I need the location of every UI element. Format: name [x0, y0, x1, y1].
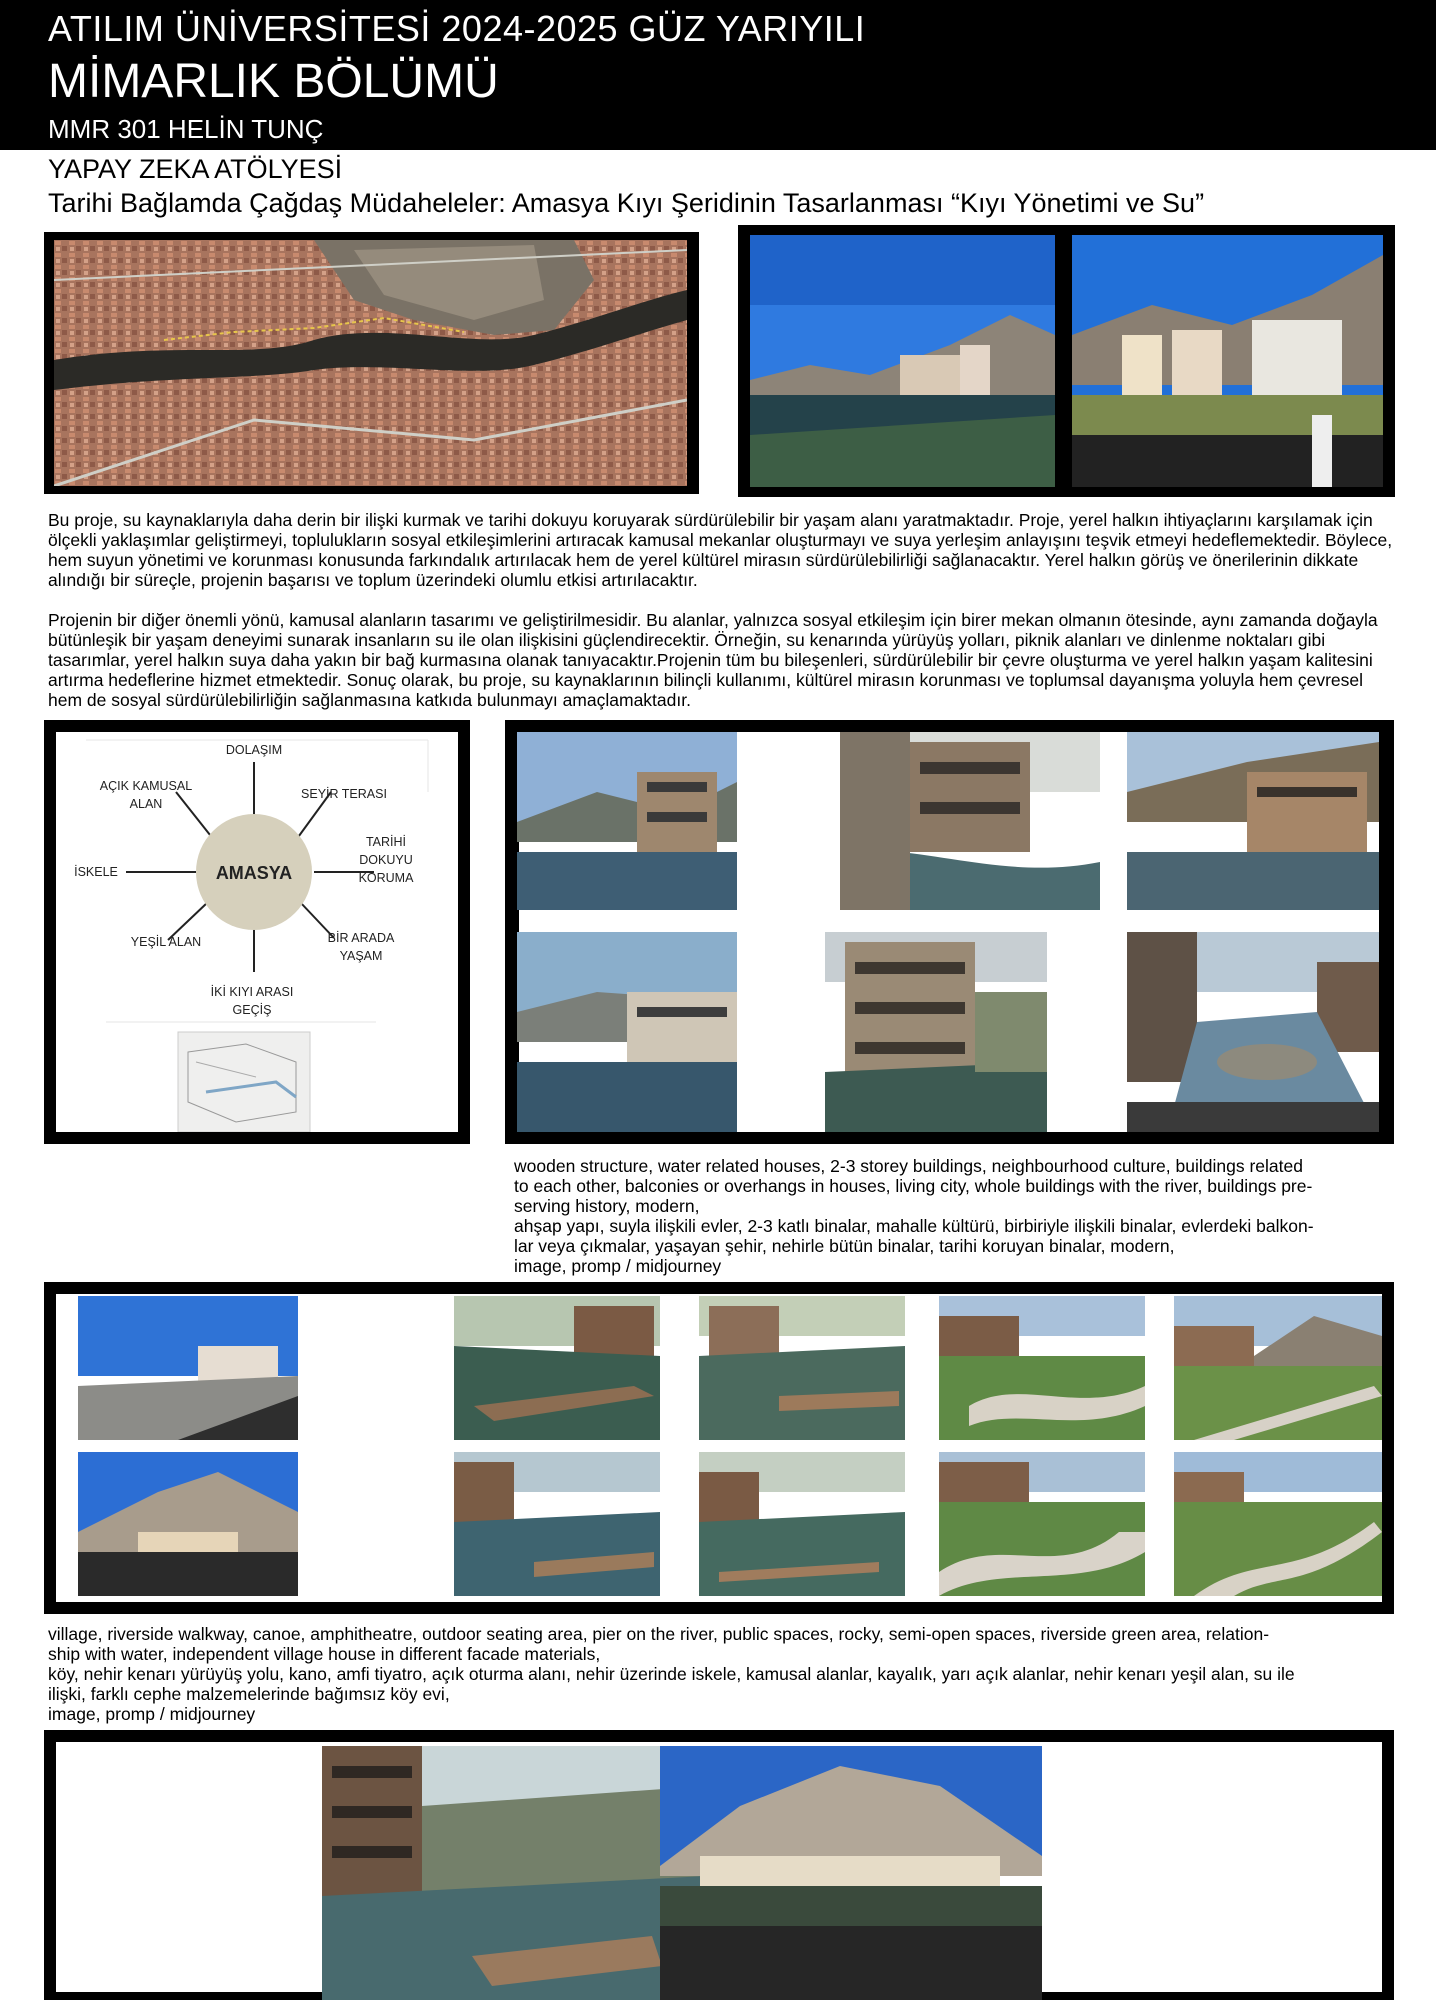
label-acik-kamusal-2: ALAN	[129, 797, 163, 811]
prompt2-line-1: village, riverside walkway, canoe, amphitheatre, outdoor seating area, pier on the river, public spaces, rocky, semi-open spaces, riverside green area, relation-	[48, 1624, 1270, 1644]
prompt1-line-4: ahşap yapı, suyla ilişkili evler, 2-3 katlı binalar, mahalle kültürü, birbiriyle ilişkili binalar, evlerdeki balkon-	[514, 1216, 1314, 1236]
project-subtitle: Tarihi Bağlamda Çağdaş Müdaheleler: Amasya Kıyı Şeridinin Tasarlanması “Kıyı Yönetimi ve Su”	[48, 188, 1205, 218]
intro-text	[48, 510, 1400, 710]
mindmap-panel	[56, 732, 458, 1132]
label-yesil-alan: YEŞİL ALAN	[130, 935, 202, 949]
intro-paragraph-2: Projenin bir diğer önemli yönü, kamusal alanların tasarımı ve geliştirilmesidir. Bu alanlar, yalnızca sosyal etkileşim için birer mekan olmanın ötesinde, aynı zamanda doğayla bütünleşik bir yaşam deneyimi sunarak insanların su ile olan ilişkisini güçlendirecektir. Örneğin, su kenarında yürüyüş yolları, piknik alanları ve dinlenme noktaları gibi tasarımlar, yerel halkın suya daha yakın bir bağ kurmasına olanak tanıyacaktır.Projenin tüm bu bileşenleri, sürdürülebilir bir çevre oluşturma ve yerel halkın yaşam kalitesini artırma hedeflerine hizmet etmektedir. Sonuç olarak, bu proje, su kaynaklarının bilinçli kullanımı, kültürel mirasın korunması ve toplumsal dayanışma yoluyla hem çevresel hem de sosyal sürdürülebilirliğin sağlanmasına katkıda bulunmayı amaçlamaktadır.	[48, 610, 1378, 710]
site-photo-bridge	[1072, 235, 1383, 487]
render-image	[939, 1452, 1145, 1596]
prompt2-line-2: ship with water, independent village house in different facade materials,	[48, 1644, 601, 1664]
map-frame	[44, 232, 699, 494]
final-frame	[44, 1730, 1394, 2000]
render-image	[517, 732, 737, 910]
site-photo-river	[750, 235, 1055, 487]
render-image	[939, 1296, 1145, 1440]
prompt1-line-1: wooden structure, water related houses, 2-3 storey buildings, neighbourhood culture, buildings related	[514, 1156, 1303, 1176]
course-author: MMR 301 HELİN TUNÇ	[48, 114, 324, 144]
label-iki-kiyi-2: GEÇİŞ	[232, 1003, 272, 1017]
label-seyir-terasi: SEYİR TERASI	[301, 787, 387, 801]
render-image	[825, 932, 1047, 1132]
label-bir-arada-1: BİR ARADA	[327, 931, 395, 945]
render-image	[699, 1452, 905, 1596]
site-photo-frame	[738, 225, 1395, 497]
label-tarihi-2: DOKUYU	[359, 853, 413, 867]
label-tarihi-3: KORUMA	[358, 871, 414, 885]
satellite-map	[54, 240, 687, 486]
site-photo-mountain	[78, 1452, 298, 1596]
prompt1-line-6: image, promp / midjourney	[514, 1256, 722, 1276]
prompt-text-2	[48, 1624, 1408, 1724]
render-image	[517, 932, 737, 1132]
sketch-image	[178, 1032, 310, 1132]
department-title: MİMARLIK BÖLÜMÜ	[48, 55, 499, 108]
render-image	[454, 1296, 660, 1440]
prompt1-line-5: lar veya çıkmalar, yaşayan şehir, nehirle bütün binalar, tarihi koruyan binalar, modern,	[514, 1236, 1175, 1256]
render-grid-1-frame	[505, 720, 1394, 1144]
label-dolasim: DOLAŞIM	[225, 743, 283, 757]
label-tarihi-1: TARİHİ	[365, 835, 407, 849]
mindmap-frame	[44, 720, 470, 1144]
label-iskele: İSKELE	[74, 865, 118, 879]
label-iki-kiyi-1: İKİ KIYI ARASI	[210, 985, 294, 999]
prompt2-line-4: ilişki, farklı cephe malzemelerinde bağımsız köy evi,	[48, 1684, 450, 1704]
render-image	[1174, 1452, 1382, 1596]
label-acik-kamusal-1: AÇIK KAMUSAL	[99, 779, 193, 793]
render-grid-2-frame	[44, 1282, 1394, 1614]
render-image	[1174, 1296, 1382, 1440]
render-image	[840, 732, 1100, 910]
workshop-title: YAPAY ZEKA ATÖLYESİ	[48, 154, 343, 184]
university-title: ATILIM ÜNİVERSİTESİ 2024-2025 GÜZ YARIYILI	[48, 8, 866, 49]
render-image	[1127, 932, 1379, 1132]
render-image	[454, 1452, 660, 1596]
prompt-text-1	[514, 1156, 1394, 1276]
site-photo-walkway	[78, 1296, 298, 1440]
prompt1-line-3: serving history, modern,	[514, 1196, 700, 1216]
mindmap-diagram	[56, 732, 458, 1132]
prompt1-line-2: to each other, balconies or overhangs in houses, living city, whole buildings with the river, buildings pre-	[514, 1176, 1313, 1196]
header-banner	[0, 0, 1436, 150]
final-photo	[660, 1746, 1042, 2000]
final-render	[322, 1746, 706, 2000]
prompt2-line-5: image, promp / midjourney	[48, 1704, 256, 1724]
prompt2-line-3: köy, nehir kenarı yürüyüş yolu, kano, amfi tiyatro, açık oturma alanı, nehir üzerinde iskele, kamusal alanlar, kayalık, yarı açık alanlar, nehir kenarı yeşil alan, su ile	[48, 1664, 1295, 1684]
label-bir-arada-2: YAŞAM	[339, 949, 383, 963]
intro-paragraph-1: Bu proje, su kaynaklarıyla daha derin bir ilişki kurmak ve tarihi dokuyu koruyarak sürdürülebilir bir yaşam alanı yaratmaktadır. Proje, yerel halkın ihtiyaçlarını karşılamak için ölçekli yaklaşımlar geliştirmeyi, toplulukların sosyal etkileşimlerini artıracak kamusal mekanlar oluşturmayı ve suya yerleşim anlayışını teşvik etmeyi hedeflemektedir. Böylece, hem suyun yönetimi ve korunması konusunda farkındalık artırılacak hem de yerel kültürel mirasın sürdürülebilirliği sağlanacaktır. Yerel halkın görüş ve önerilerinin dikkate alındığı bir süreçle, projenin başarısı ve toplum üzerindeki olumlu etkisi artırılacaktır.	[48, 510, 1393, 590]
mindmap-center: AMASYA	[215, 863, 293, 883]
render-image	[1127, 732, 1379, 910]
render-image	[699, 1296, 905, 1440]
